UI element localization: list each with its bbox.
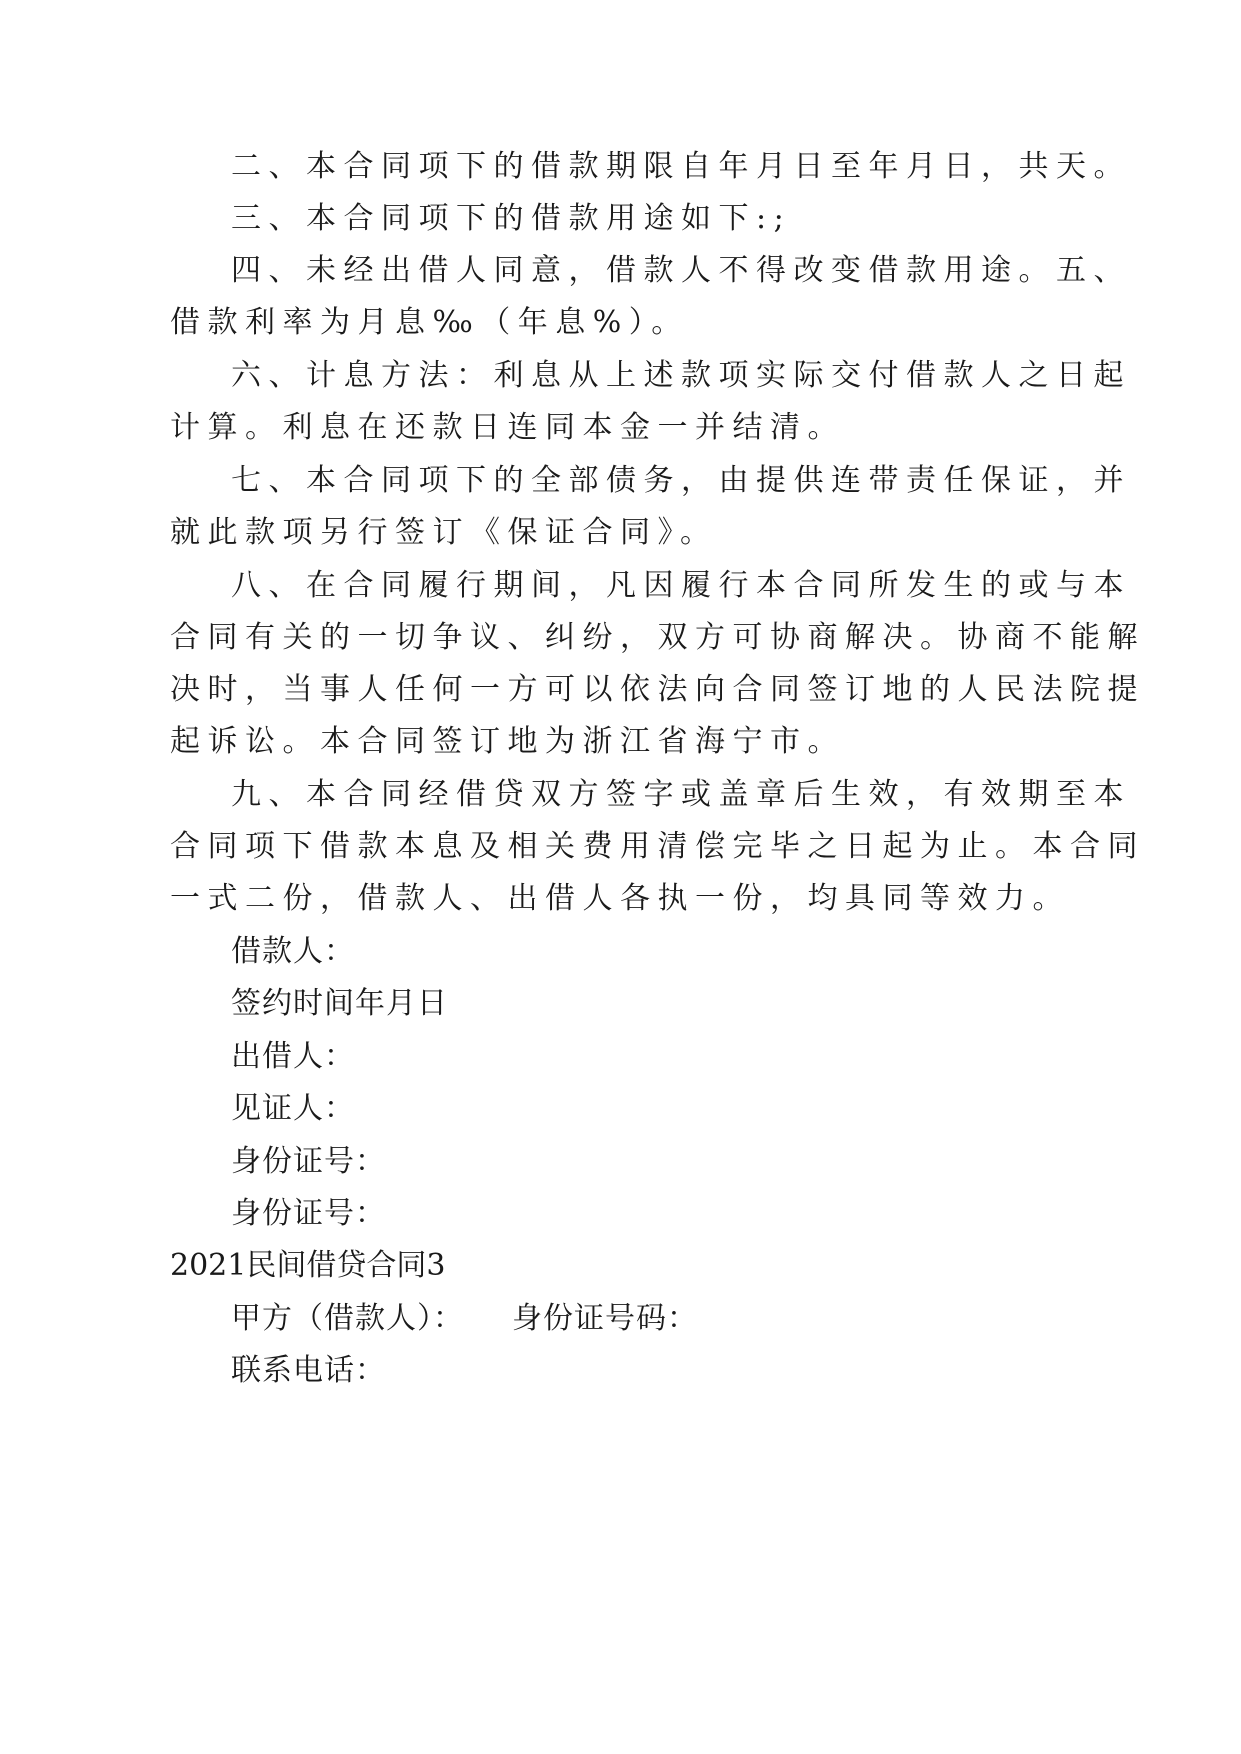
phone-label: 联系电话：: [231, 1353, 386, 1388]
party-a-label: 甲方（借款人）：: [231, 1301, 464, 1336]
section-title: 2021民间借贷合同3: [170, 1248, 446, 1283]
clause-8-line-4: 起诉讼。本合同签订地为浙江省海宁市。: [170, 724, 845, 759]
signature-lender: 出借人：: [231, 1039, 355, 1074]
clause-8-line-1: 八、在合同履行期间，凡因履行本合同所发生的或与本: [231, 568, 1131, 603]
clause-6-line-1: 六、计息方法：利息从上述款项实际交付借款人之日起: [231, 358, 1131, 393]
clause-9-line-1: 九、本合同经借贷双方签字或盖章后生效，有效期至本: [231, 777, 1131, 812]
party-a-id-label: 身份证号码：: [512, 1301, 698, 1336]
clause-7-line-1: 七、本合同项下的全部债务，由提供连带责任保证，并: [231, 463, 1131, 498]
signature-date: 签约时间年月日: [231, 986, 448, 1021]
clause-3: 三、本合同项下的借款用途如下:;: [231, 201, 792, 236]
signature-id-number-2: 身份证号：: [231, 1196, 386, 1231]
clause-8-line-3: 决时，当事人任何一方可以依法向合同签订地的人民法院提: [170, 672, 1145, 707]
signature-id-number-1: 身份证号：: [231, 1144, 386, 1179]
clause-6-line-2: 计算。利息在还款日连同本金一并结清。: [170, 410, 845, 445]
clause-9-line-2: 合同项下借款本息及相关费用清偿完毕之日起为止。本合同: [170, 829, 1145, 864]
signature-witness: 见证人：: [231, 1091, 355, 1126]
clause-2: 二、本合同项下的借款期限自年月日至年月日，共天。: [231, 149, 1131, 184]
clause-4-5-line-2: 借款利率为月息‰（年息%）。: [170, 305, 689, 340]
clause-9-line-3: 一式二份，借款人、出借人各执一份，均具同等效力。: [170, 881, 1070, 916]
clause-7-line-2: 就此款项另行签订《保证合同》。: [170, 515, 718, 550]
clause-4-5-line-1: 四、未经出借人同意，借款人不得改变借款用途。五、: [231, 253, 1131, 288]
signature-borrower: 借款人：: [231, 934, 355, 969]
clause-8-line-2: 合同有关的一切争议、纠纷，双方可协商解决。协商不能解: [170, 620, 1145, 655]
